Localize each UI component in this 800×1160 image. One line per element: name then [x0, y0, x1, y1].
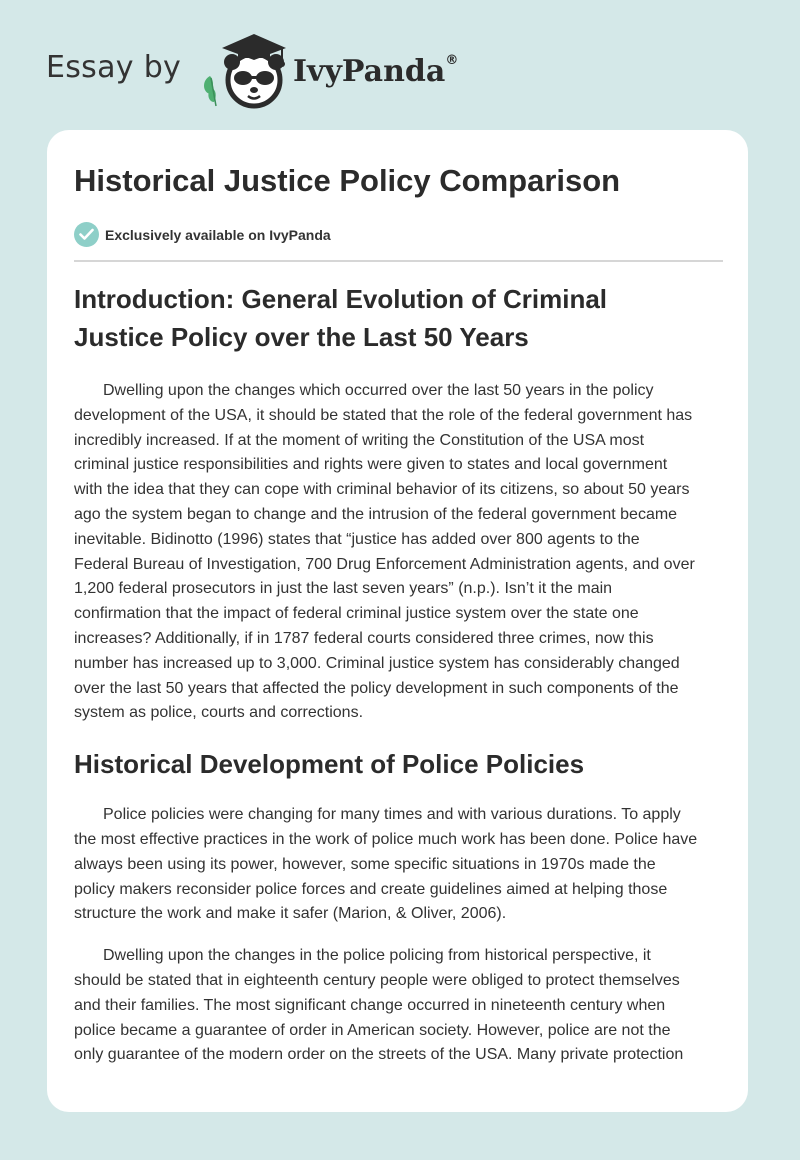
registered-mark: ® [445, 53, 459, 68]
essay-card [47, 130, 748, 1112]
panda-logo-icon [198, 28, 298, 110]
divider [74, 260, 723, 262]
brand-prefix: Essay by [46, 50, 182, 85]
brand-header [46, 28, 486, 118]
paragraph-introduction: Dwelling upon the changes which occurred over the last 50 years in the policy development of the USA, it should be stated that the role of the federal government has incredibly increased. If at the moment of writing the Constitution of the USA most criminal justice responsibilities and rights were given to states and local government with the idea that they can cope with criminal behavior of its citizens, so about 50 years ago the system began to change and the intrusion of the federal government became inevitable. Bidinotto (1996) states that “justice has added over 800 agents to the Federal Bureau of Investigation, 700 Drug Enforcement Administration agents, and over 1,200 federal prosecutors in just the last seven years” (n.p.). Isn’t it the main confirmation that the impact of federal criminal justice system over the state one increases? Additionally, if in 1787 federal courts considered three crimes, now this number has increased up to 3,000. Criminal justice system has considerably changed over the last 50 years that affected the policy development in such components of the system as police, courts and corrections. [74, 382, 695, 722]
section-heading-introduction: Introduction: General Evolution of Criminal Justice Policy over the Last 50 Years [74, 284, 608, 352]
essay-content [74, 280, 724, 1068]
paragraph-police-1: Police policies were changing for many times and with various durations. To apply the most effective practices in the work of police much work has been done. Police have always been using its power, however, some specific situations in 1970s made the policy makers reconsider police forces and create guidelines aimed at helping those structure the work and make it safer (Marion, & Oliver, 2006). [74, 806, 698, 923]
check-icon [74, 222, 99, 247]
badge-text: Exclusively available on IvyPanda [105, 226, 331, 243]
exclusive-badge [74, 222, 331, 247]
page-title: Historical Justice Policy Comparison [74, 163, 621, 198]
brand-name: IvyPanda® [293, 53, 459, 89]
paragraph-police-2: Dwelling upon the changes in the police policing from historical perspective, it should be stated that in eighteenth century people were obliged to protect themselves and their families. The most significant change occurred in nineteenth century when police became a guarantee of order in American society. However, police are not the only guarantee of the modern order on the streets of the USA. Many private protection [74, 947, 684, 1064]
section-heading-police-policies: Historical Development of Police Policies [74, 749, 585, 780]
